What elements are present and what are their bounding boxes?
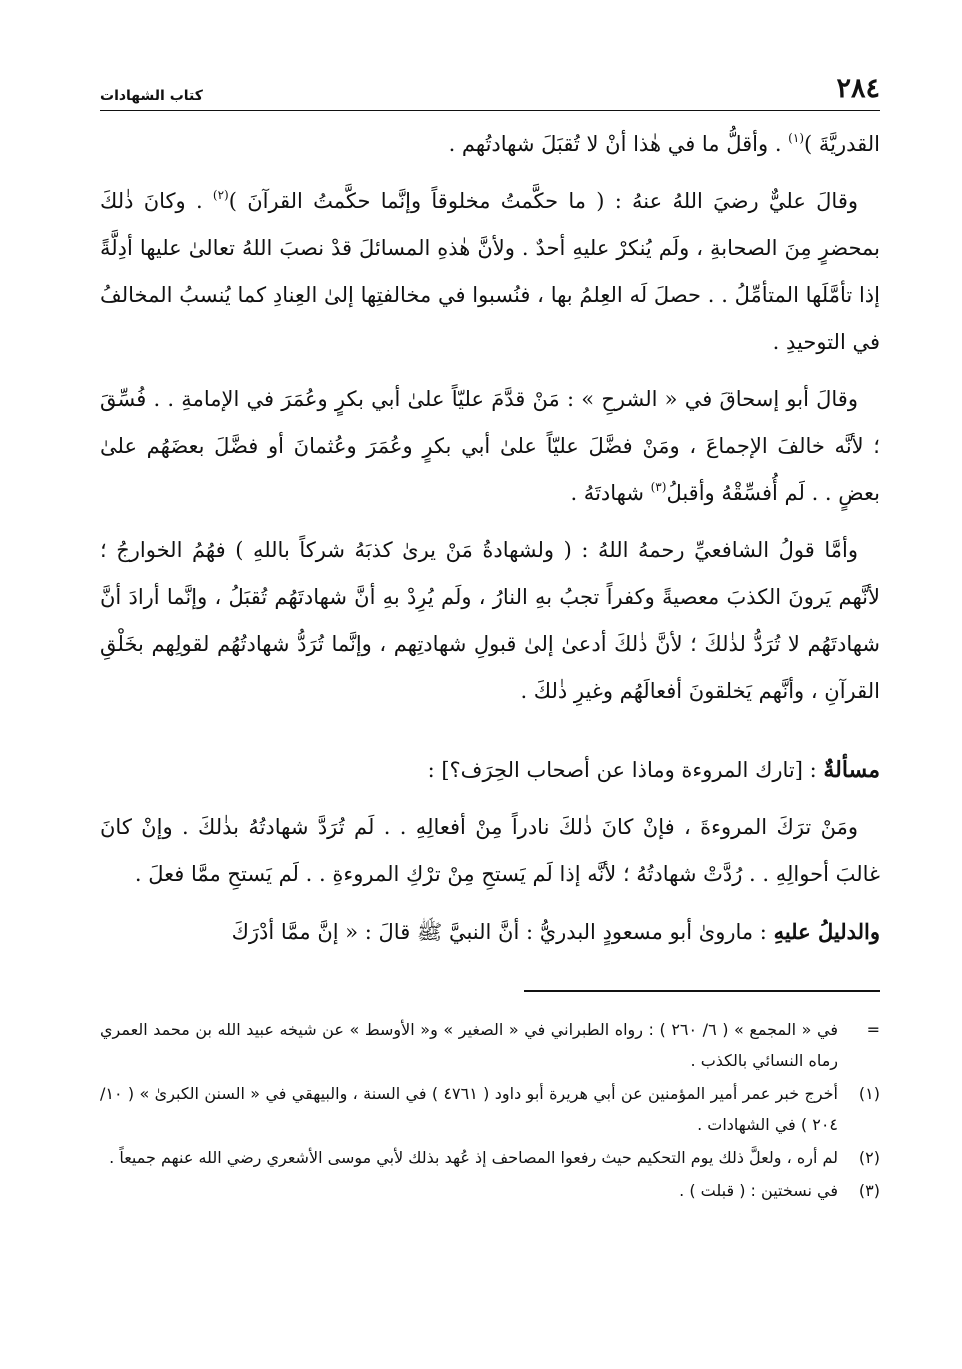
masala-label: مسألةٌ (823, 757, 880, 783)
paragraph-6 (100, 908, 880, 956)
footnote-item (100, 1175, 880, 1206)
footnote-rule (524, 990, 880, 992)
paragraph-3-text: وقالَ أبو إسحاقَ في « الشرحِ » : مَنْ قدَّمَ عليّاً علىٰ أبي بكرٍ وعُمَرَ في الإمامةِ . . فُسِّقَ ؛ لأنَّه خالفَ الإجماعَ ، ومَنْ فضَّلَ عليّاً علىٰ أبي بكرٍ وعُمَرَ وعُثمانَ أو فضَّلَ بعضَهُم علىٰ بعضٍ . . لَم أُفسِّقْهُ وأقبلُ (100, 387, 880, 505)
footnote-number: (٢) (858, 1148, 880, 1167)
footnote-item (100, 1142, 880, 1173)
paragraph-2 (100, 178, 880, 366)
footnote-item (100, 1078, 880, 1140)
footnote-number: (١) (858, 1084, 880, 1103)
evidence-lead: والدليلُ عليهِ (773, 919, 880, 944)
main-text (100, 121, 880, 956)
footnote-text: في « المجمع » ( ٦/ ٢٦٠ ) : رواه الطبراني في « الصغير » و« الأوسط » عن شيخه عبيد الله بن محمد العمري رماه النسائي بالكذب . (100, 1020, 838, 1070)
paragraph-6-text: : ماروىٰ أبو مسعودٍ البدريُّ : أنَّ النبيَّ ﷺ قالَ : « إنَّ ممَّا أدْرَكَ (231, 920, 774, 944)
footnote-text: لم أره ، ولعلَّ ذلك يوم التحكيم حيث رفعوا المصاحف إذ عُهد بذلك لأبي موسى الأشعري رضي الله عنهم جميعاً . (109, 1148, 838, 1167)
masala-heading (100, 747, 880, 794)
paragraph-1 (100, 121, 880, 168)
paragraph-2-rest: . وكانَ ذٰلكَ بمحضرٍ مِنَ الصحابةِ ، ولَم يُنكرْ عليهِ أحدٌ . ولأنَّ هٰذهِ المسائلَ قدْ نصبَ اللهُ تعالىٰ عليها أدِلَّةً إذا تأمَّلَها المتأمِّلُ . . حصلَ لَه العِلمُ بها ، فنُسبوا في مخالفتِها إلىٰ العِنادِ كما يُنسبُ المخالفُ في التوحيدِ . (100, 189, 880, 354)
footnotes (100, 1014, 880, 1206)
header-rule (100, 110, 880, 111)
book-page (100, 70, 880, 1208)
page-number: ٢٨٤ (836, 73, 880, 104)
paragraph-2-text: وقالَ عليٌّ رضيَ اللهُ عنهُ : ( ما حكَّمتُ مخلوقاً وإنَّما حكَّمتُ القرآنَ ) (228, 189, 859, 213)
footnote-ref-3: (٣) (650, 480, 667, 494)
paragraph-1-rest: . وأقلُّ ما في هٰذا أنْ لا تُقبَلَ شهادتُهم . (448, 132, 789, 156)
footnote-item (100, 1014, 880, 1076)
footnote-text: في نسختين : ( قبلت ) . (679, 1181, 838, 1200)
footnote-ref-1: (١) (788, 131, 804, 145)
paragraph-4: وأمَّا قولُ الشافعيِّ رحمهُ اللهُ : ( ولشهادةُ مَنْ يرىٰ كذبَهُ شركاً باللهِ ) فهُمُ الخوارجُ ؛ لأنَّهم يَرونَ الكذبَ معصيةً وكفراً تجبُ بهِ النارُ ، ولَم يُرِدْ بهِ أنَّ شهادتَهُم تُقبَلُ ، وإنَّما أرادَ أنَّ شهادتَهُم لا تُرَدُّ لذٰلكَ ؛ لأنَّ ذٰلكَ أدعىٰ إلىٰ قبولِ شهادتِهم ، وإنَّما تُرَدُّ شهادتُهُم لقولِهم بخَلْقِ القرآنِ ، وأنَّهم يَخلقونَ أفعالَهُم وغيرِ ذٰلكَ . (100, 538, 880, 703)
paragraph-3-rest: شهادتَهُ . (570, 481, 651, 505)
footnote-ref-2: (٢) (212, 188, 229, 202)
page-header (100, 70, 880, 104)
masala-title: : [تارك المروءة وماذا عن أصحاب الحِرَف؟] : (427, 758, 824, 782)
paragraph-1-text: القدريَّةَ ) (804, 132, 880, 156)
paragraph-5: ومَنْ ترَكَ المروءةَ ، فإنْ كانَ ذٰلكَ نادراً مِنْ أفعالِهِ . . لَم تُرَدَّ شهادتُهُ بذٰلكَ . وإنْ كانَ غالبَ أحوالِهِ . . رُدَّتْ شهادتُهُ ؛ لأنَّه إذا لَم يَستحِ مِنْ ترْكِ المروءةِ . . لَم يَستحِ ممَّا فعلَ . (100, 815, 880, 886)
footnote-number: (٣) (858, 1181, 880, 1200)
running-title: كتاب الشهادات (100, 88, 203, 104)
footnote-number: = (866, 1020, 880, 1039)
footnote-text: أخرج خبر عمر أمير المؤمنين عن أبي هريرة أبو داود ( ٤٧٦١ ) في السنة ، والبيهقي في « السنن الكبرىٰ » ( ١٠/ ٢٠٤ ) في الشهادات . (100, 1084, 838, 1134)
paragraph-3 (100, 376, 880, 517)
